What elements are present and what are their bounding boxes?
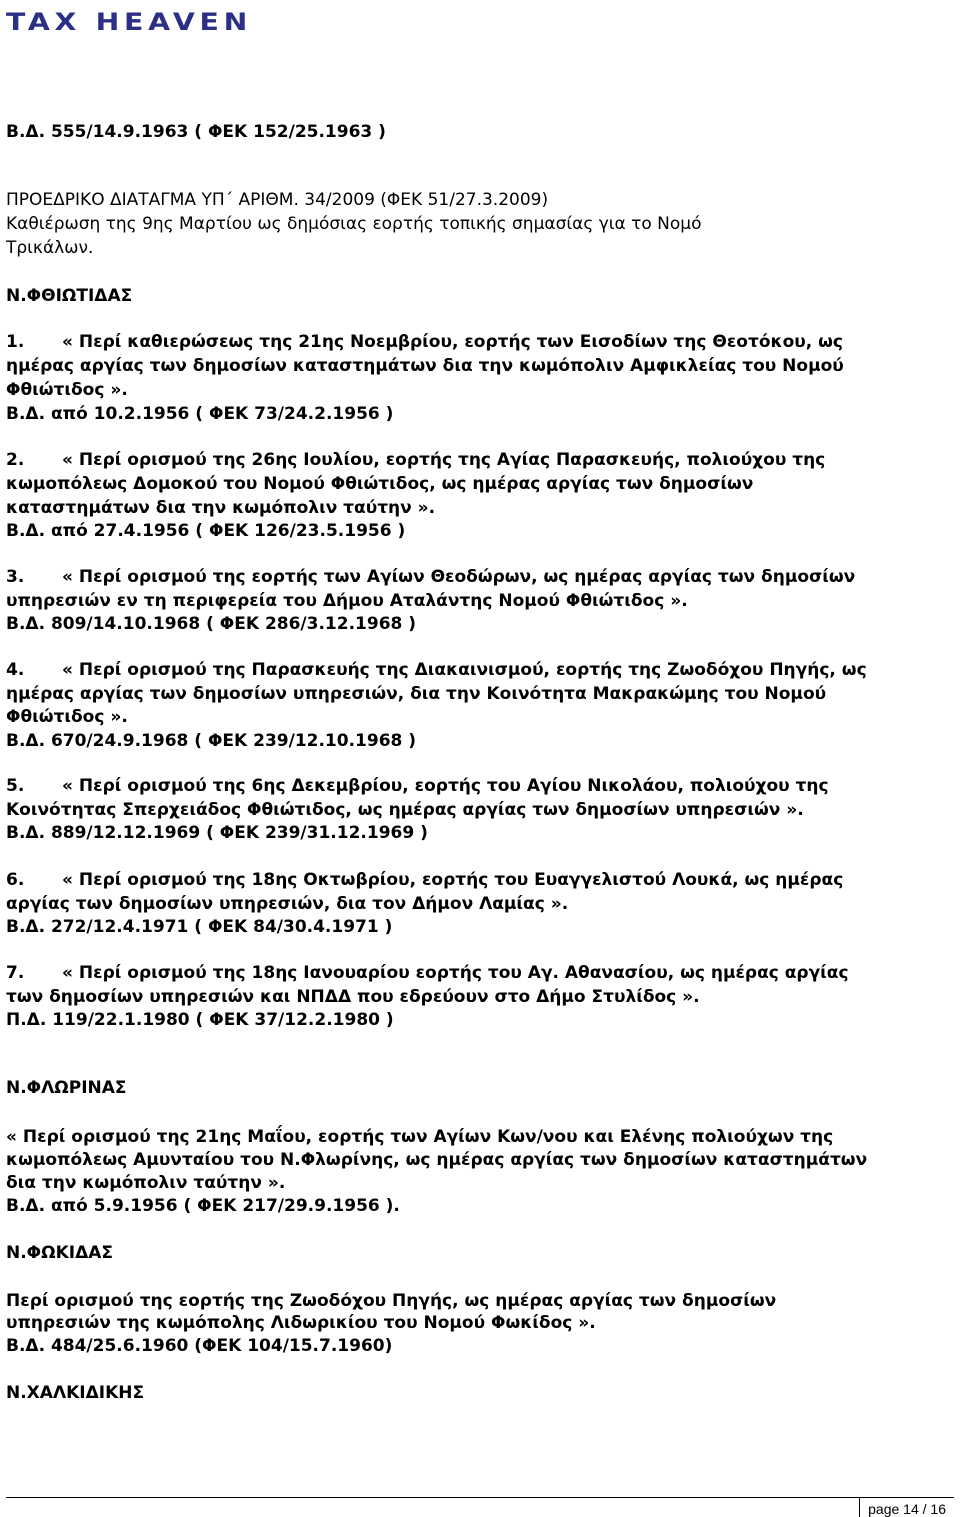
item-text: « Περί ορισμού της 18ης Ιανουαρίου εορτής του Αγ. Αθανασίου, ως ημέρας αργίας [62, 963, 849, 983]
item-ref: Β.Δ. 272/12.4.1971 ( ΦΕΚ 84/30.4.1971 ) [6, 917, 393, 937]
item-ref: Β.Δ. 809/14.10.1968 ( ΦΕΚ 286/3.12.1968 ) [6, 614, 417, 634]
item-text: Φθιώτιδος ». [6, 380, 128, 400]
item-text: « Περί ορισμού της 26ης Ιουλίου, εορτής της Αγίας Παρασκευής, πολιούχου της [62, 450, 826, 470]
section-heading-fokidas: Ν.ΦΩΚΙΔΑΣ [6, 1243, 114, 1263]
section-heading-florinas: Ν.ΦΛΩΡΙΝΑΣ [6, 1078, 127, 1098]
logo-text: TAX HEAVEN [6, 8, 252, 36]
footer-divider [6, 1497, 954, 1498]
page-number: page 14 / 16 [859, 1497, 950, 1517]
item-text: « Περί ορισμού της 18ης Οκτωβρίου, εορτής του Ευαγγελιστού Λουκά, ως ημέρας [62, 870, 844, 890]
item-text: δια την κωμόπολιν ταύτην ». [6, 1173, 286, 1193]
item-ref: Β.Δ. 484/25.6.1960 (ΦΕΚ 104/15.7.1960) [6, 1336, 393, 1356]
decree-text: Τρικάλων. [6, 238, 94, 258]
item-text: αργίας των δημοσίων υπηρεσιών, δια τον Δήμον Λαμίας ». [6, 894, 569, 914]
item-number: 1. [6, 332, 25, 352]
item-text: καταστημάτων δια την κωμόπολιν ταύτην ». [6, 498, 436, 518]
item-text: « Περί ορισμού της εορτής των Αγίων Θεοδώρων, ως ημέρας αργίας των δημοσίων [62, 567, 856, 587]
item-number: 2. [6, 450, 25, 470]
decree-ref: Β.Δ. 555/14.9.1963 ( ΦΕΚ 152/25.1963 ) [6, 122, 386, 142]
item-number: 6. [6, 870, 25, 890]
item-number: 5. [6, 776, 25, 796]
item-ref: Β.Δ. από 5.9.1956 ( ΦΕΚ 217/29.9.1956 ). [6, 1196, 400, 1216]
item-number: 4. [6, 660, 25, 680]
item-text: « Περί καθιερώσεως της 21ης Νοεμβρίου, εορτής των Εισοδίων της Θεοτόκου, ως [62, 332, 843, 352]
item-text: « Περί ορισμού της 21ης Μαΐου, εορτής των Αγίων Κων/νου και Ελένης πολιούχων της [6, 1127, 834, 1147]
item-text: υπηρεσιών εν τη περιφερεία του Δήμου Αταλάντης Νομού Φθιώτιδος ». [6, 591, 688, 611]
item-ref: Β.Δ. 670/24.9.1968 ( ΦΕΚ 239/12.10.1968 ) [6, 731, 417, 751]
item-number: 7. [6, 963, 25, 983]
item-text: ημέρας αργίας των δημοσίων καταστημάτων δια την κωμόπολιν Αμφικλείας του Νομού [6, 356, 844, 376]
item-text: των δημοσίων υπηρεσιών και ΝΠΔΔ που εδρεύουν στο Δήμο Στυλίδος ». [6, 987, 700, 1007]
item-text: κωμοπόλεως Αμυνταίου του Ν.Φλωρίνης, ως ημέρας αργίας των δημοσίων καταστημάτων [6, 1150, 868, 1170]
decree-text: Καθιέρωση της 9ης Μαρτίου ως δημόσιας εορτής τοπικής σημασίας για το Νομό [6, 214, 702, 234]
tax-heaven-logo [4, 6, 254, 36]
section-heading-fthiotidas: Ν.ΦΘΙΩΤΙΔΑΣ [6, 286, 133, 306]
item-ref: Β.Δ. από 27.4.1956 ( ΦΕΚ 126/23.5.1956 ) [6, 521, 406, 541]
item-text: ημέρας αργίας των δημοσίων υπηρεσιών, δια την Κοινότητα Μακρακώμης του Νομού [6, 684, 827, 704]
item-text: « Περί ορισμού της Παρασκευής της Διακαινισμού, εορτής της Ζωοδόχου Πηγής, ως [62, 660, 867, 680]
section-heading-chalkidikis: Ν.ΧΑΛΚΙΔΙΚΗΣ [6, 1383, 145, 1403]
item-text: κωμοπόλεως Δομοκού του Νομού Φθιώτιδος, ως ημέρας αργίας των δημοσίων [6, 474, 754, 494]
item-text: Περί ορισμού της εορτής της Ζωοδόχου Πηγής, ως ημέρας αργίας των δημοσίων [6, 1291, 777, 1311]
item-text: υπηρεσιών της κωμόπολης Λιδωρικίου του Νομού Φωκίδος ». [6, 1313, 596, 1333]
item-text: Κοινότητας Σπερχειάδος Φθιώτιδος, ως ημέρας αργίας των δημοσίων υπηρεσιών ». [6, 800, 804, 820]
item-ref: Β.Δ. 889/12.12.1969 ( ΦΕΚ 239/31.12.1969 ) [6, 823, 428, 843]
item-text: Φθιώτιδος ». [6, 707, 128, 727]
decree-title: ΠΡΟΕΔΡΙΚΟ ΔΙΑΤΑΓΜΑ ΥΠ΄ ΑΡΙΘΜ. 34/2009 (ΦΕΚ 51/27.3.2009) [6, 190, 549, 210]
item-text: « Περί ορισμού της 6ης Δεκεμβρίου, εορτής του Αγίου Νικολάου, πολιούχου της [62, 776, 829, 796]
item-ref: Π.Δ. 119/22.1.1980 ( ΦΕΚ 37/12.2.1980 ) [6, 1010, 394, 1030]
item-ref: Β.Δ. από 10.2.1956 ( ΦΕΚ 73/24.2.1956 ) [6, 404, 394, 424]
item-number: 3. [6, 567, 25, 587]
